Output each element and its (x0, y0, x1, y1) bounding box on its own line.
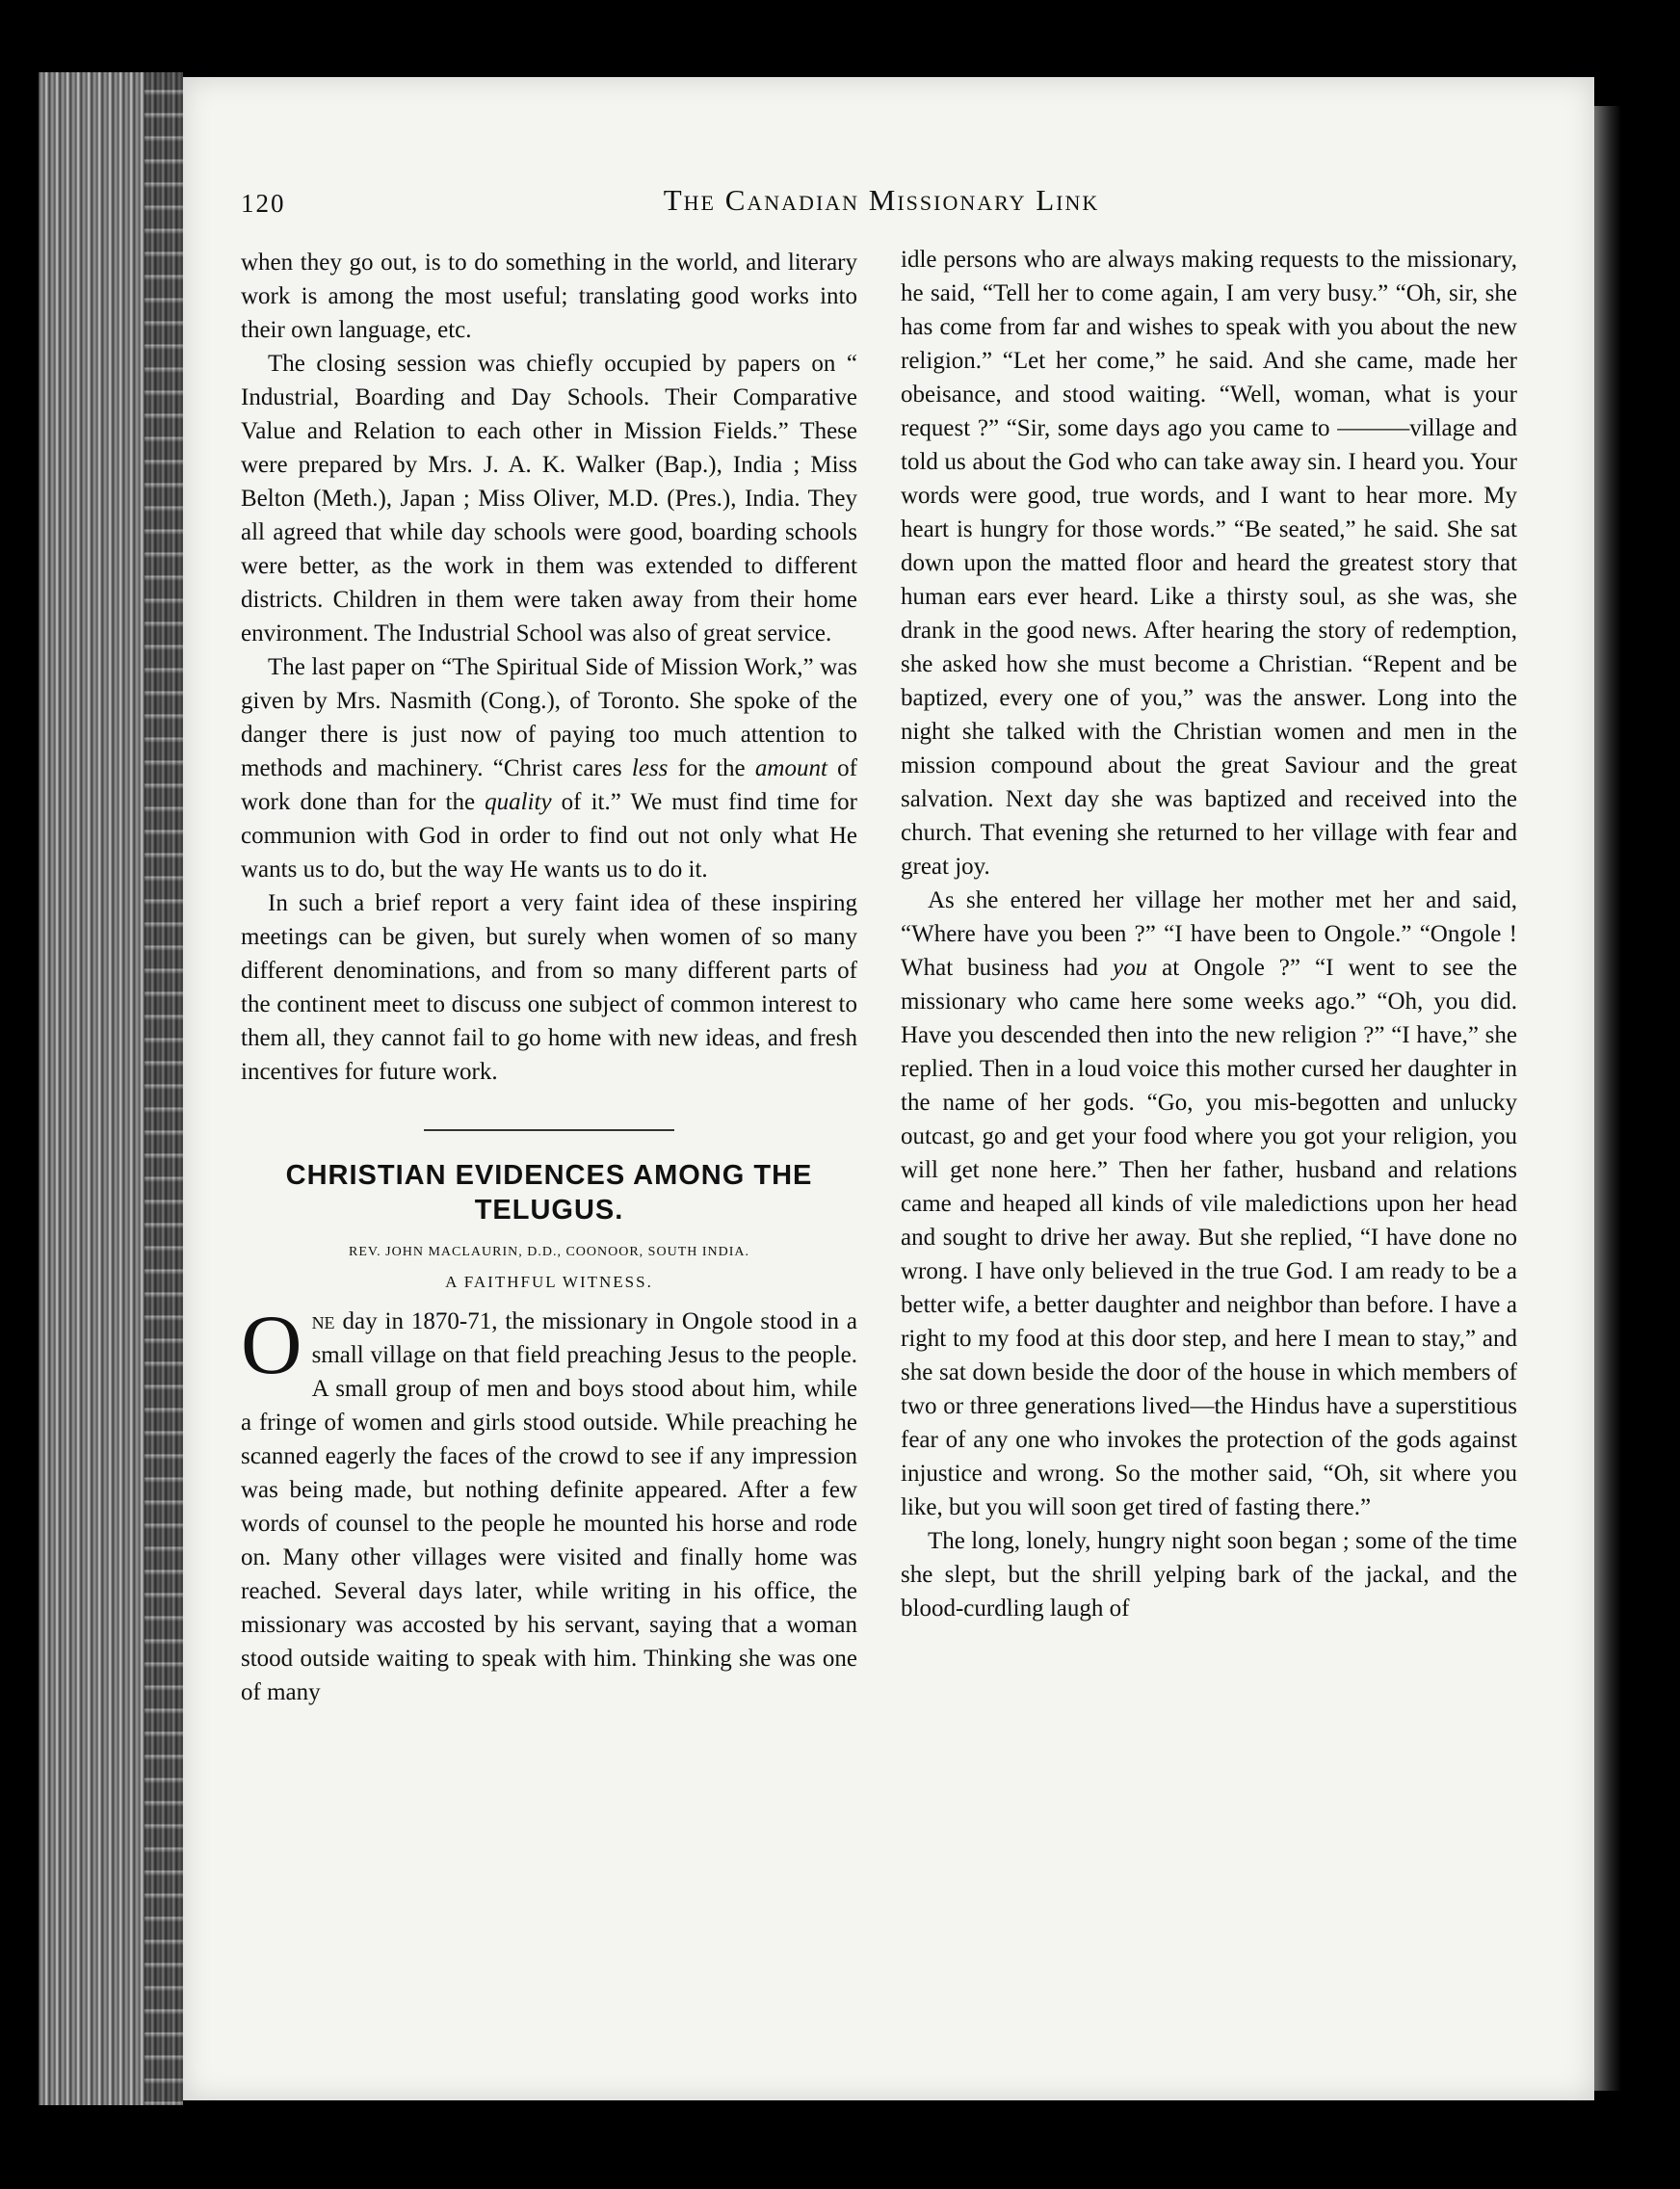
article-byline: REV. JOHN MACLAURIN, D.D., COONOOR, SOUTH INDIA. (348, 1245, 750, 1259)
left-column (241, 246, 857, 1709)
article-first-paragraph: One day in 1870-71, the missionary in Ongole stood in a small village on that field preaching Jesus to the people. A small group of men and boys stood about him, while a fringe of women and girls stood outside. While preaching he scanned eagerly the faces of the crowd to see if any impression was being made, but nothing definite appeared. After a few words of counsel to the people he mounted his horse and rode on. Many other villages were visited and finally home was reached. Several days later, while writing in his office, the missionary was accosted by his servant, saying that a woman stood outside waiting to speak with him. Thinking she was one of many (241, 1299, 857, 1705)
book-page (183, 77, 1594, 2100)
page-number: 120 (241, 189, 286, 218)
article-subheading: A FAITHFUL WITNESS. (445, 1273, 653, 1291)
page-edge-texture (144, 72, 183, 2105)
paragraph: idle persons who are always making requests to the missionary, he said, “Tell her to come again, I am very busy.” “Oh, sir, she has come from far and wishes to speak with you about the new religion.” “Let her come,” he said. And she came, made her obeisance, and stood waiting. “Well, woman, what is your request ?” “Sir, some days ago you came to ———village and told us about the God who can take away sin. I heard you. Your words were good, true words, and I want to hear more. My heart is hungry for those words.” “Be seated,” he said. She sat down upon the matted floor and heard the greatest story that human ears ever heard. Like a thirsty soul, as she was, she drank in the good news. After hearing the story of redemption, she asked how she must become a Christian. “Repent and be baptized, every one of you,” was the answer. Long into the night she talked with the Christian women and men in the mission compound about the great Saviour and the great salvation. Next day she was baptized and received into the church. That evening she returned to her village with fear and great joy. (901, 247, 1517, 880)
paragraph: The last paper on “The Spiritual Side of Mission Work,” was given by Mrs. Nasmith (Cong.), of Toronto. She spoke of the danger there is just now of paying too much attention to methods and machinery. “Christ cares less for the amount of work done than for the quality of it.” We must find time for communion with God in order to find out not only what He wants us to do, but the way He wants us to do it. (241, 654, 857, 883)
section-divider (424, 1129, 674, 1131)
right-column (901, 243, 1517, 1625)
paragraph: The long, lonely, hungry night soon began ; some of the time she slept, but the shrill yelping bark of the jackal, and the blood-curdling laugh of (901, 1528, 1517, 1622)
book-right-edge (1594, 106, 1621, 2091)
paragraph: As she entered her village her mother met her and said, “Where have you been ?” “I have been to Ongole.” “Ongole ! What business had you at Ongole ?” “I went to see the missionary who came here some weeks ago.” “Oh, you did. Have you descended then into the new religion ?” “I have,” she replied. Then in a loud voice this mother cursed her daughter in the name of her gods. “Go, you mis-begotten and unlucky outcast, go and get your food where you got your religion, you will get none here.” Then her father, husband and relations came and heaped all kinds of vile maledictions upon her head and sought to drive her away. But she replied, “I have done no wrong. I have only believed in the true God. I am ready to be a better wife, a better daughter and neighbor than before. I have a right to my food at this door step, and here I mean to stay,” and she sat down beside the door of the house in which members of two or three generations lived—the Hindus have a superstitious fear of any one who invokes the protection of the gods against injustice and wrong. So the mother said, “Oh, sit where you like, but you will soon get tired of fasting there.” (901, 887, 1517, 1520)
paragraph: In such a brief report a very faint idea of these inspiring meetings can be given, but surely when women of so many different denominations, and from so many different parts of the continent meet to discuss one subject of common interest to them all, they cannot fail to go home with new ideas, and fresh incentives for future work. (241, 890, 857, 1085)
paragraph: The closing session was chiefly occupied by papers on “ Industrial, Boarding and Day Schools. Their Comparative Value and Relation to each other in Mission Fields.” These were prepared by Mrs. J. A. K. Walker (Bap.), India ; Miss Belton (Meth.), Japan ; Miss Oliver, M.D. (Pres.), India. They all agreed that while day schools were good, boarding schools were better, as the work in them was extended to different districts. Children in them were taken away from their home environment. The Industrial School was also of great service. (241, 351, 857, 646)
journal-title: The Canadian Missionary Link (663, 183, 1100, 217)
running-header (241, 183, 1522, 222)
article-title: CHRISTIAN EVIDENCES AMONG THE TELUGUS. (285, 1160, 813, 1226)
paragraph: when they go out, is to do something in the world, and literary work is among the most useful; translating good works into their own language, etc. (241, 250, 857, 343)
drop-cap: O (241, 1299, 302, 1392)
